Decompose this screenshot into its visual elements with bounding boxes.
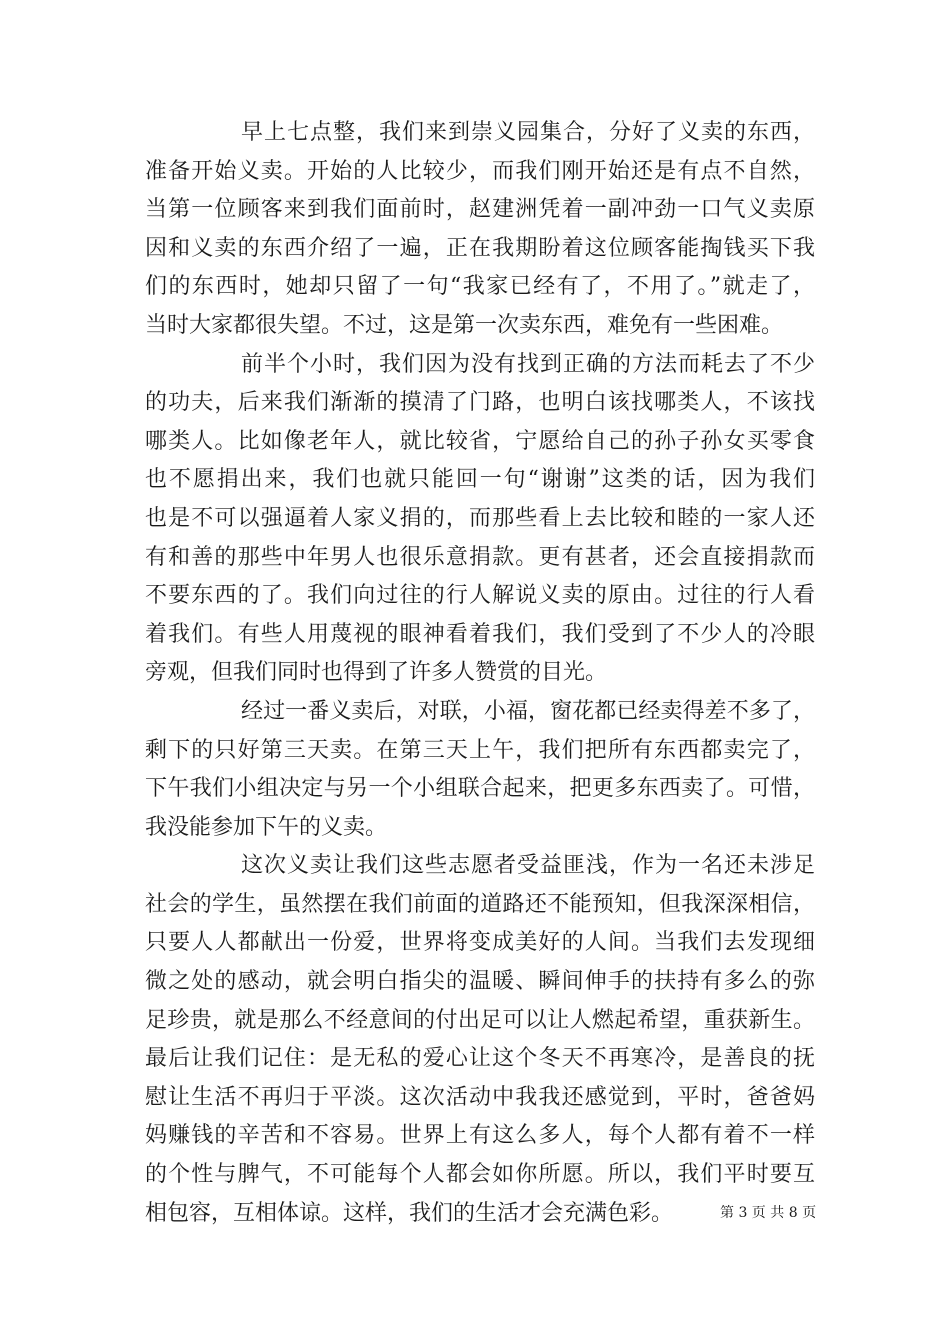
text-line: 相包容，互相体谅。这样，我们的生活才会充满色彩。 — [145, 1200, 674, 1226]
text-line: 社会的学生，虽然摆在我们前面的道路还不能预知，但我深深相信， — [145, 891, 815, 917]
paragraph-2 — [145, 346, 815, 693]
text-line: 最后让我们记住：是无私的爱心让这个冬天不再寒冷，是善良的抚 — [145, 1046, 815, 1072]
text-line: 着我们。有些人用蔑视的眼神看着我们，我们受到了不少人的冷眼 — [145, 621, 815, 647]
text-line: 微之处的感动，就会明白指尖的温暖、瞬间伸手的扶持有多么的弥 — [145, 969, 815, 995]
paragraph-3 — [145, 693, 815, 847]
text-line: 也不愿捐出来，我们也就只能回一句“谢谢”这类的话，因为我们 — [145, 467, 815, 493]
text-line: 前半个小时，我们因为没有找到正确的方法而耗去了不少 — [241, 351, 815, 377]
text-line: 下午我们小组决定与另一个小组联合起来，把更多东西卖了。可惜， — [145, 776, 815, 802]
text-line: 只要人人都献出一份爱，世界将变成美好的人间。当我们去发现细 — [145, 930, 815, 956]
text-line: 足珍贵，就是那么不经意间的付出足可以让人燃起希望，重获新生。 — [145, 1007, 815, 1033]
text-line: 因和义卖的东西介绍了一遍，正在我期盼着这位顾客能掏钱买下我 — [145, 235, 815, 261]
text-line: 有和善的那些中年男人也很乐意捐款。更有甚者，还会直接捐款而 — [145, 544, 815, 570]
text-line: 准备开始义卖。开始的人比较少，而我们刚开始还是有点不自然， — [145, 158, 815, 184]
text-line: 这次义卖让我们这些志愿者受益匪浅，作为一名还未涉足 — [241, 853, 815, 879]
paragraph-1 — [145, 114, 815, 346]
paragraph-4 — [145, 847, 815, 1233]
text-line: 不要东西的了。我们向过往的行人解说义卖的原由。过往的行人看 — [145, 583, 815, 609]
text-line: 经过一番义卖后，对联，小福，窗花都已经卖得差不多了， — [241, 698, 815, 724]
page-number-footer: 第 3 页 共 8 页 — [720, 1205, 817, 1221]
text-line: 当时大家都很失望。不过，这是第一次卖东西，难免有一些困难。 — [145, 312, 784, 338]
text-line: 的功夫，后来我们渐渐的摸清了门路，也明白该找哪类人，不该找 — [145, 390, 815, 416]
text-line: 慰让生活不再归于平淡。这次活动中我我还感觉到，平时，爸爸妈 — [145, 1084, 815, 1110]
text-line: 哪类人。比如像老年人，就比较省，宁愿给自己的孙子孙女买零食 — [145, 428, 815, 454]
text-line: 的个性与脾气，不可能每个人都会如你所愿。所以，我们平时要互 — [145, 1162, 815, 1188]
text-line: 也是不可以强逼着人家义捐的，而那些看上去比较和睦的一家人还 — [145, 505, 815, 531]
text-line: 旁观，但我们同时也得到了许多人赞赏的目光。 — [145, 660, 608, 686]
document-body — [145, 114, 815, 1233]
text-line: 当第一位顾客来到我们面前时，赵建洲凭着一副冲劲一口气义卖原 — [145, 197, 815, 223]
text-line: 我没能参加下午的义卖。 — [145, 814, 388, 840]
text-line: 早上七点整，我们来到崇义园集合，分好了义卖的东西， — [241, 120, 815, 145]
text-line: 们的东西时，她却只留了一句“我家已经有了，不用了。”就走了， — [145, 274, 815, 300]
text-line: 妈赚钱的辛苦和不容易。世界上有这么多人，每个人都有着不一样 — [145, 1123, 815, 1149]
text-line: 剩下的只好第三天卖。在第三天上午，我们把所有东西都卖完了， — [145, 737, 815, 763]
